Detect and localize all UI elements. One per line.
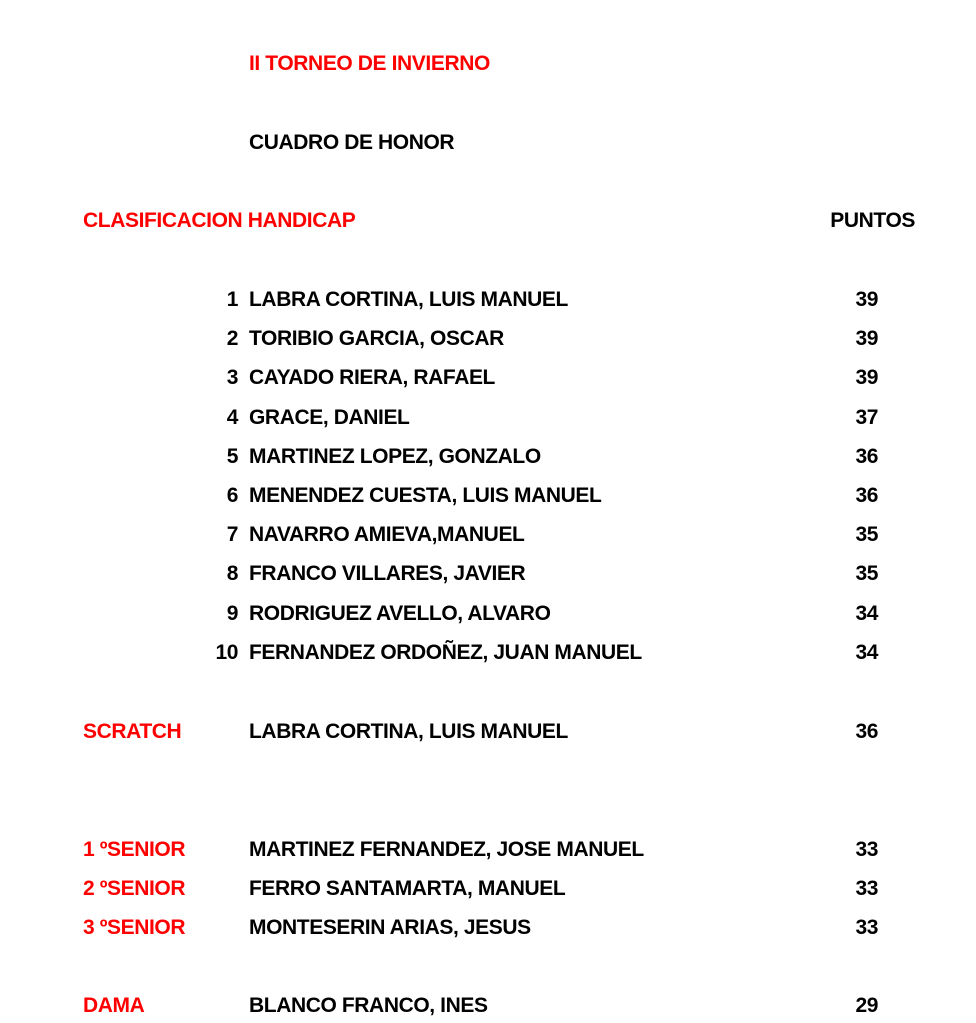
points-cell: 35 xyxy=(855,562,878,585)
points-header: PUNTOS xyxy=(830,209,915,232)
rank-cell: 5 xyxy=(226,445,238,468)
rank-cell: 8 xyxy=(226,562,238,585)
rank-cell: 6 xyxy=(226,484,238,507)
name-cell: GRACE, DANIEL xyxy=(249,406,410,429)
points-cell: 33 xyxy=(855,916,878,939)
name-cell: MONTESERIN ARIAS, JESUS xyxy=(249,916,531,939)
category-label: 2 ºSENIOR xyxy=(83,877,186,900)
name-cell: NAVARRO AMIEVA,MANUEL xyxy=(249,523,525,546)
name-cell: RODRIGUEZ AVELLO, ALVARO xyxy=(249,602,551,625)
name-cell: FERNANDEZ ORDOÑEZ, JUAN MANUEL xyxy=(249,641,642,664)
rank-cell: 3 xyxy=(226,366,238,389)
points-cell: 35 xyxy=(855,523,878,546)
name-cell: TORIBIO GARCIA, OSCAR xyxy=(249,327,504,350)
points-cell: 34 xyxy=(855,602,878,625)
points-cell: 36 xyxy=(855,720,878,743)
document-subtitle: CUADRO DE HONOR xyxy=(249,131,455,154)
name-cell: BLANCO FRANCO, INES xyxy=(249,994,488,1017)
rank-cell: 2 xyxy=(226,327,238,350)
name-cell: FERRO SANTAMARTA, MANUEL xyxy=(249,877,566,900)
category-label: DAMA xyxy=(83,994,145,1017)
points-cell: 39 xyxy=(855,288,878,311)
rank-cell: 4 xyxy=(226,406,238,429)
points-cell: 37 xyxy=(855,406,878,429)
rank-cell: 7 xyxy=(226,523,238,546)
name-cell: FRANCO VILLARES, JAVIER xyxy=(249,562,526,585)
name-cell: CAYADO RIERA, RAFAEL xyxy=(249,366,495,389)
points-cell: 29 xyxy=(855,994,878,1017)
category-label: 3 ºSENIOR xyxy=(83,916,186,939)
name-cell: MARTINEZ LOPEZ, GONZALO xyxy=(249,445,541,468)
points-cell: 39 xyxy=(855,327,878,350)
points-cell: 33 xyxy=(855,838,878,861)
name-cell: LABRA CORTINA, LUIS MANUEL xyxy=(249,288,568,311)
points-cell: 33 xyxy=(855,877,878,900)
category-label: 1 ºSENIOR xyxy=(83,838,186,861)
points-cell: 39 xyxy=(855,366,878,389)
name-cell: MENENDEZ CUESTA, LUIS MANUEL xyxy=(249,484,602,507)
points-cell: 36 xyxy=(855,484,878,507)
points-cell: 34 xyxy=(855,641,878,664)
rank-cell: 1 xyxy=(226,288,238,311)
rank-cell: 10 xyxy=(215,641,238,664)
points-cell: 36 xyxy=(855,445,878,468)
rank-cell: 9 xyxy=(226,602,238,625)
name-cell: MARTINEZ FERNANDEZ, JOSE MANUEL xyxy=(249,838,644,861)
document-title: II TORNEO DE INVIERNO xyxy=(249,52,490,75)
name-cell: LABRA CORTINA, LUIS MANUEL xyxy=(249,720,568,743)
handicap-heading: CLASIFICACION HANDICAP xyxy=(83,209,356,232)
category-label: SCRATCH xyxy=(83,720,182,743)
